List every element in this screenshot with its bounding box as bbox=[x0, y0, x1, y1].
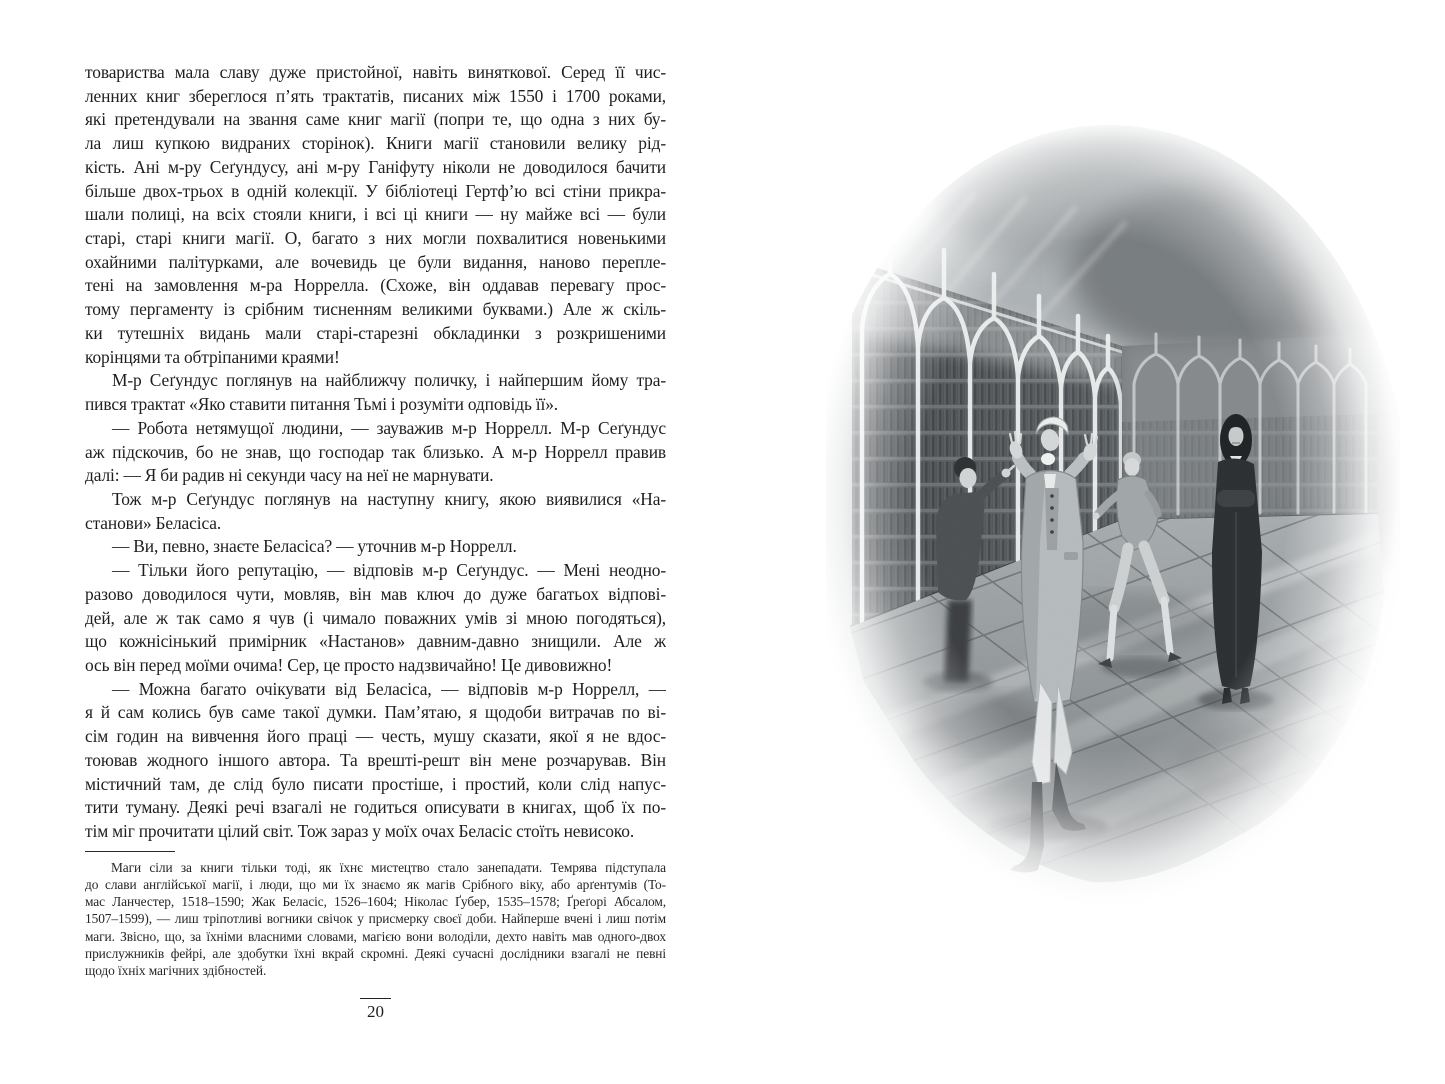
body-line: М-р Сеґундус поглянув на найближчу поличку, і найпершим йому тра- bbox=[112, 370, 666, 391]
body-line: пився трактат «Яко ставити питання Тьмі і розуміти одповідь її». bbox=[85, 394, 559, 415]
body-line: ось він перед моїми очима! Сер, це просто надзвичайно! Це дивовижно! bbox=[85, 654, 613, 675]
body-line: — Робота нетямущої людини, — зауважив м-р Норрелл. М-р Сеґундус bbox=[112, 417, 666, 438]
body-line: я й сам колись був саме такої думки. Пам’ятаю, я щодоби витрачав по ві- bbox=[85, 702, 666, 723]
body-line: ла лиш купкою видраних сторінок). Книги магії становили велику рід- bbox=[85, 133, 666, 154]
body-line: тому пергаменту із срібним тисненням великими буквами.) Але ж скіль- bbox=[85, 299, 666, 320]
body-line: більше двох-трьох в одній колекції. У бібліотеці Гертф’ю всі стіни прикра- bbox=[85, 180, 666, 201]
body-line: — Тільки його репутацію, — відповів м-р Сеґундус. — Мені неодно- bbox=[112, 560, 666, 581]
body-line: аж підскочив, бо не знав, що господар так близько. А м-р Норрелл правив bbox=[85, 441, 666, 462]
body-line: — Ви, певно, знаєте Беласіса? — уточнив м-р Норрелл. bbox=[112, 536, 517, 557]
body-line: разово доводилося чути, мовляв, він мав ключ до дуже багатьох відпові- bbox=[85, 583, 666, 604]
body-line: містичний там, де слід було писати простіше, і простий, коли слід напус- bbox=[85, 773, 666, 794]
library-illustration-svg bbox=[826, 122, 1400, 922]
body-line: — Можна багато очікувати від Беласіса, — відповів м-р Норрелл, — bbox=[112, 678, 666, 699]
body-line: старі, старі книги магії. О, багато з них могли похвалитися новенькими bbox=[85, 228, 666, 249]
body-line: кість. Ані м-ру Сеґундусу, ані м-ру Ганіфуту ніколи не доводилося бачити bbox=[85, 156, 666, 177]
body-line: тені на замовлення м-ра Норрелла. (Схоже, він оддавав перевагу прос- bbox=[85, 275, 666, 296]
body-line: корінцями та обтріпаними краями! bbox=[85, 346, 340, 367]
body-line: Тож м-р Сеґундус поглянув на наступну книгу, якою виявилися «На- bbox=[112, 488, 666, 509]
body-line: дей, але ж так само я чув (і чимало поважних умів зі мною погодяться), bbox=[85, 607, 666, 628]
body-line: тоював жодного іншого автора. Та врешті-решт він мене розчарував. Він bbox=[85, 749, 666, 770]
body-line: що кожнісінький примірник «Настанов» давним-давно знищили. Але ж bbox=[85, 631, 666, 652]
footnote-line: мас Ланчестер, 1518–1590; Жак Беласіс, 1526–1604; Ніколас Ґубер, 1535–1578; Ґреґорі Абсалом, bbox=[85, 894, 666, 910]
body-line: ленних книг збереглося п’ять трактатів, писаних між 1550 і 1700 роками, bbox=[85, 85, 666, 106]
body-line: тити туману. Деякі речі взагалі не годиться описувати в книгах, щоб їх по- bbox=[85, 797, 666, 818]
footnote-line: до слави англійської магії, і люди, що ми їх знаємо як магів Срібного віку, або арґентумів (То- bbox=[85, 877, 666, 893]
footnote-line: маги. Звісно, що, за їхніми власними словами, магією вони володіли, дехто навіть мав одного-двох bbox=[85, 928, 666, 944]
body-line: які претендували на звання саме книг магії (попри те, що одна з них бу- bbox=[85, 109, 666, 130]
footnote-rule bbox=[85, 851, 175, 852]
body-line: ки тутешніх видань мали старі-старезні обкладинки з розкришеними bbox=[85, 322, 666, 343]
footnote-line: щодо їхніх магічних здібностей. bbox=[85, 962, 267, 978]
body-text bbox=[85, 61, 666, 844]
footnote-text bbox=[85, 859, 666, 979]
body-line: товариства мала славу дуже пристойної, навіть виняткової. Серед її чис- bbox=[85, 62, 666, 82]
footnote-line: Маги сіли за книги тільки тоді, як їхнє мистецтво стало занепадати. Темрява підступала bbox=[111, 860, 666, 875]
footnote-line: прислужників фейрі, але здобутки їхні вкрай скромні. Деякі сучасні дослідники взагалі не певні bbox=[85, 945, 666, 961]
body-line: далі: — Я би радив ні секунди часу на неї не марнувати. bbox=[85, 465, 494, 486]
footnote bbox=[85, 851, 666, 979]
body-line: станови» Беласіса. bbox=[85, 512, 222, 533]
body-line: шали полиці, на всіх стояли книги, і всі ці книги — ну майже всі — були bbox=[85, 204, 666, 225]
body-line: охайними палітурками, але вочевидь це були видання, наново перепле- bbox=[85, 251, 666, 272]
body-line: тім міг прочитати цілий світ. Тож зараз у моїх очах Беласіс стоїть невисоко. bbox=[85, 821, 635, 841]
footnote-line: 1507–1599), — лиш тріпотливі вогники свічок у присмерку своєї доби. Найперше вчені і лиш потім bbox=[85, 911, 666, 927]
right-page-illustration bbox=[826, 122, 1400, 922]
body-line: сім годин на вивчення його праці — честь, мушу сказати, якої я не вдос- bbox=[85, 726, 666, 747]
page-number-value: 20 bbox=[360, 998, 391, 1022]
vignette-fade bbox=[826, 122, 1400, 922]
page-number bbox=[85, 998, 666, 1022]
